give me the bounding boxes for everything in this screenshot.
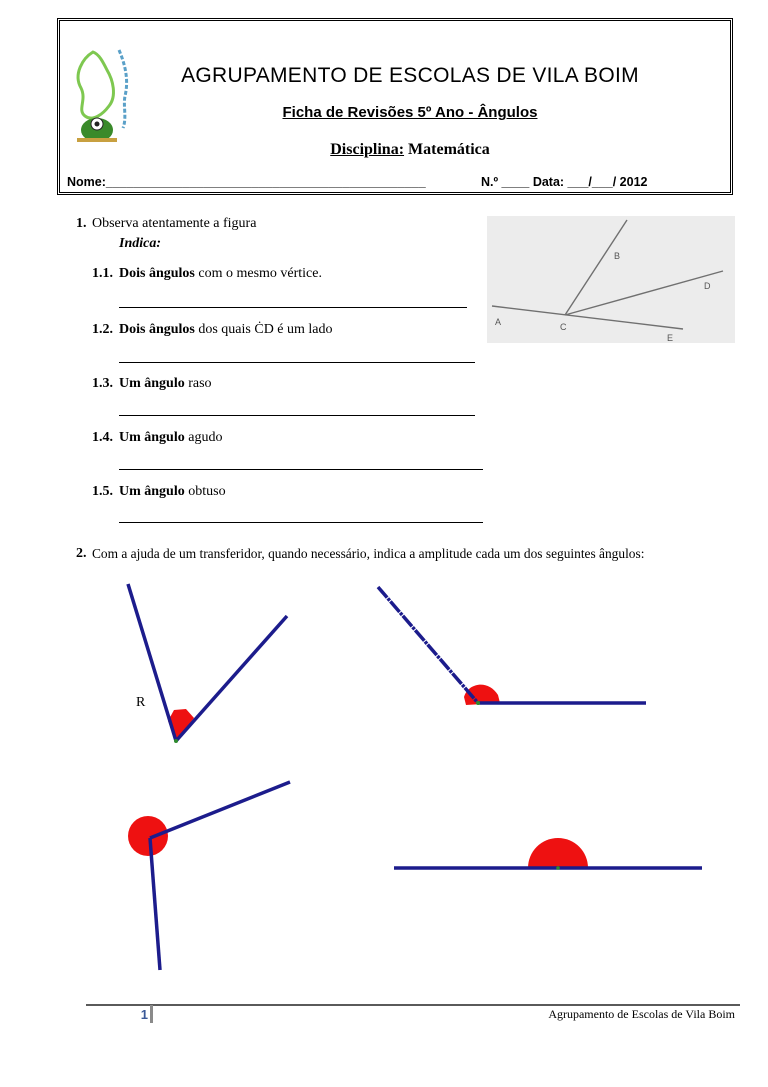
label-A: A (495, 317, 502, 327)
q1-figure (487, 216, 735, 343)
school-name: AGRUPAMENTO DE ESCOLAS DE VILA BOIM (181, 64, 639, 87)
q1-5-number: 1.5. (92, 484, 113, 499)
angle-4-vertex (556, 866, 560, 870)
q1-4-number: 1.4. (92, 430, 113, 445)
name-field: Nome:______________________________________________ (67, 175, 426, 189)
worksheet-title: Ficha de Revisões 5º Ano - Ângulos (282, 104, 538, 121)
angle-4-arc (528, 838, 588, 868)
angle-2-vertex (476, 701, 480, 705)
q1-4-bold: Um ângulo (119, 430, 185, 445)
q1-5-text (119, 484, 226, 500)
angle-3-arc (128, 816, 168, 856)
footer-rule (86, 1004, 740, 1006)
angle-1-vertex (174, 739, 178, 743)
q2-number: 2. (76, 546, 87, 561)
q1-4-text (119, 430, 222, 446)
q1-3-number: 1.3. (92, 376, 113, 391)
answer-line-1-2[interactable] (119, 362, 475, 363)
angle-1-label: R (136, 695, 146, 710)
angle-3-side-b (150, 838, 160, 970)
q1-4-rest: agudo (184, 430, 223, 445)
q1-2-text (119, 322, 333, 338)
q1-2-number: 1.2. (92, 322, 113, 337)
q1-3-rest: raso (184, 376, 212, 391)
q1-5-rest: obtuso (184, 484, 226, 499)
discipline (140, 141, 680, 159)
q1-5-bold: Um ângulo (119, 484, 185, 499)
label-B: B (614, 251, 621, 261)
angle-1-side-a (128, 584, 176, 741)
label-C: C (560, 322, 567, 332)
number-date-field: N.º ____ Data: ___/___/ 2012 (481, 175, 648, 189)
q1-text: Observa atentamente a figura (92, 216, 257, 231)
q1-instruction: Indica: (119, 236, 161, 251)
angle-2-side-a (378, 587, 478, 703)
q1-number: 1. (76, 216, 87, 231)
answer-line-1-1[interactable] (119, 307, 467, 308)
q1-3-text (119, 376, 212, 392)
q1-1-rest: com o mesmo vértice. (194, 266, 322, 281)
answer-line-1-3[interactable] (119, 415, 475, 416)
page-number-divider (150, 1005, 153, 1023)
q1-2-rest: dos quais ĊD é um lado (194, 322, 333, 337)
label-E: E (667, 333, 674, 343)
angle-1 (110, 578, 310, 758)
angle-4 (392, 830, 707, 880)
q1-3-bold: Um ângulo (119, 376, 185, 391)
angle-3 (120, 780, 300, 975)
q1-2-bold: Dois ângulos (119, 322, 195, 337)
answer-line-1-5[interactable] (119, 522, 483, 523)
answer-line-1-4[interactable] (119, 469, 483, 470)
q1-1-text (119, 266, 322, 282)
discipline-value: Matemática (408, 141, 490, 158)
page-number: 1 (140, 1007, 148, 1022)
q1-1-bold: Dois ângulos (119, 266, 195, 281)
school-logo (63, 44, 145, 148)
footer-text: Agrupamento de Escolas de Vila Boim (548, 1007, 735, 1021)
label-D: D (704, 281, 711, 291)
q2-text: Com a ajuda de um transferidor, quando necessário, indica a amplitude cada um dos seguintes ângulos: (92, 546, 645, 561)
q1-figure-drawing (487, 216, 735, 343)
q1-1-number: 1.1. (92, 266, 113, 281)
angle-1-side-b (176, 616, 287, 741)
discipline-label: Disciplina: (330, 141, 405, 158)
angle-2 (376, 585, 656, 715)
angle-3-side-a (150, 782, 290, 838)
